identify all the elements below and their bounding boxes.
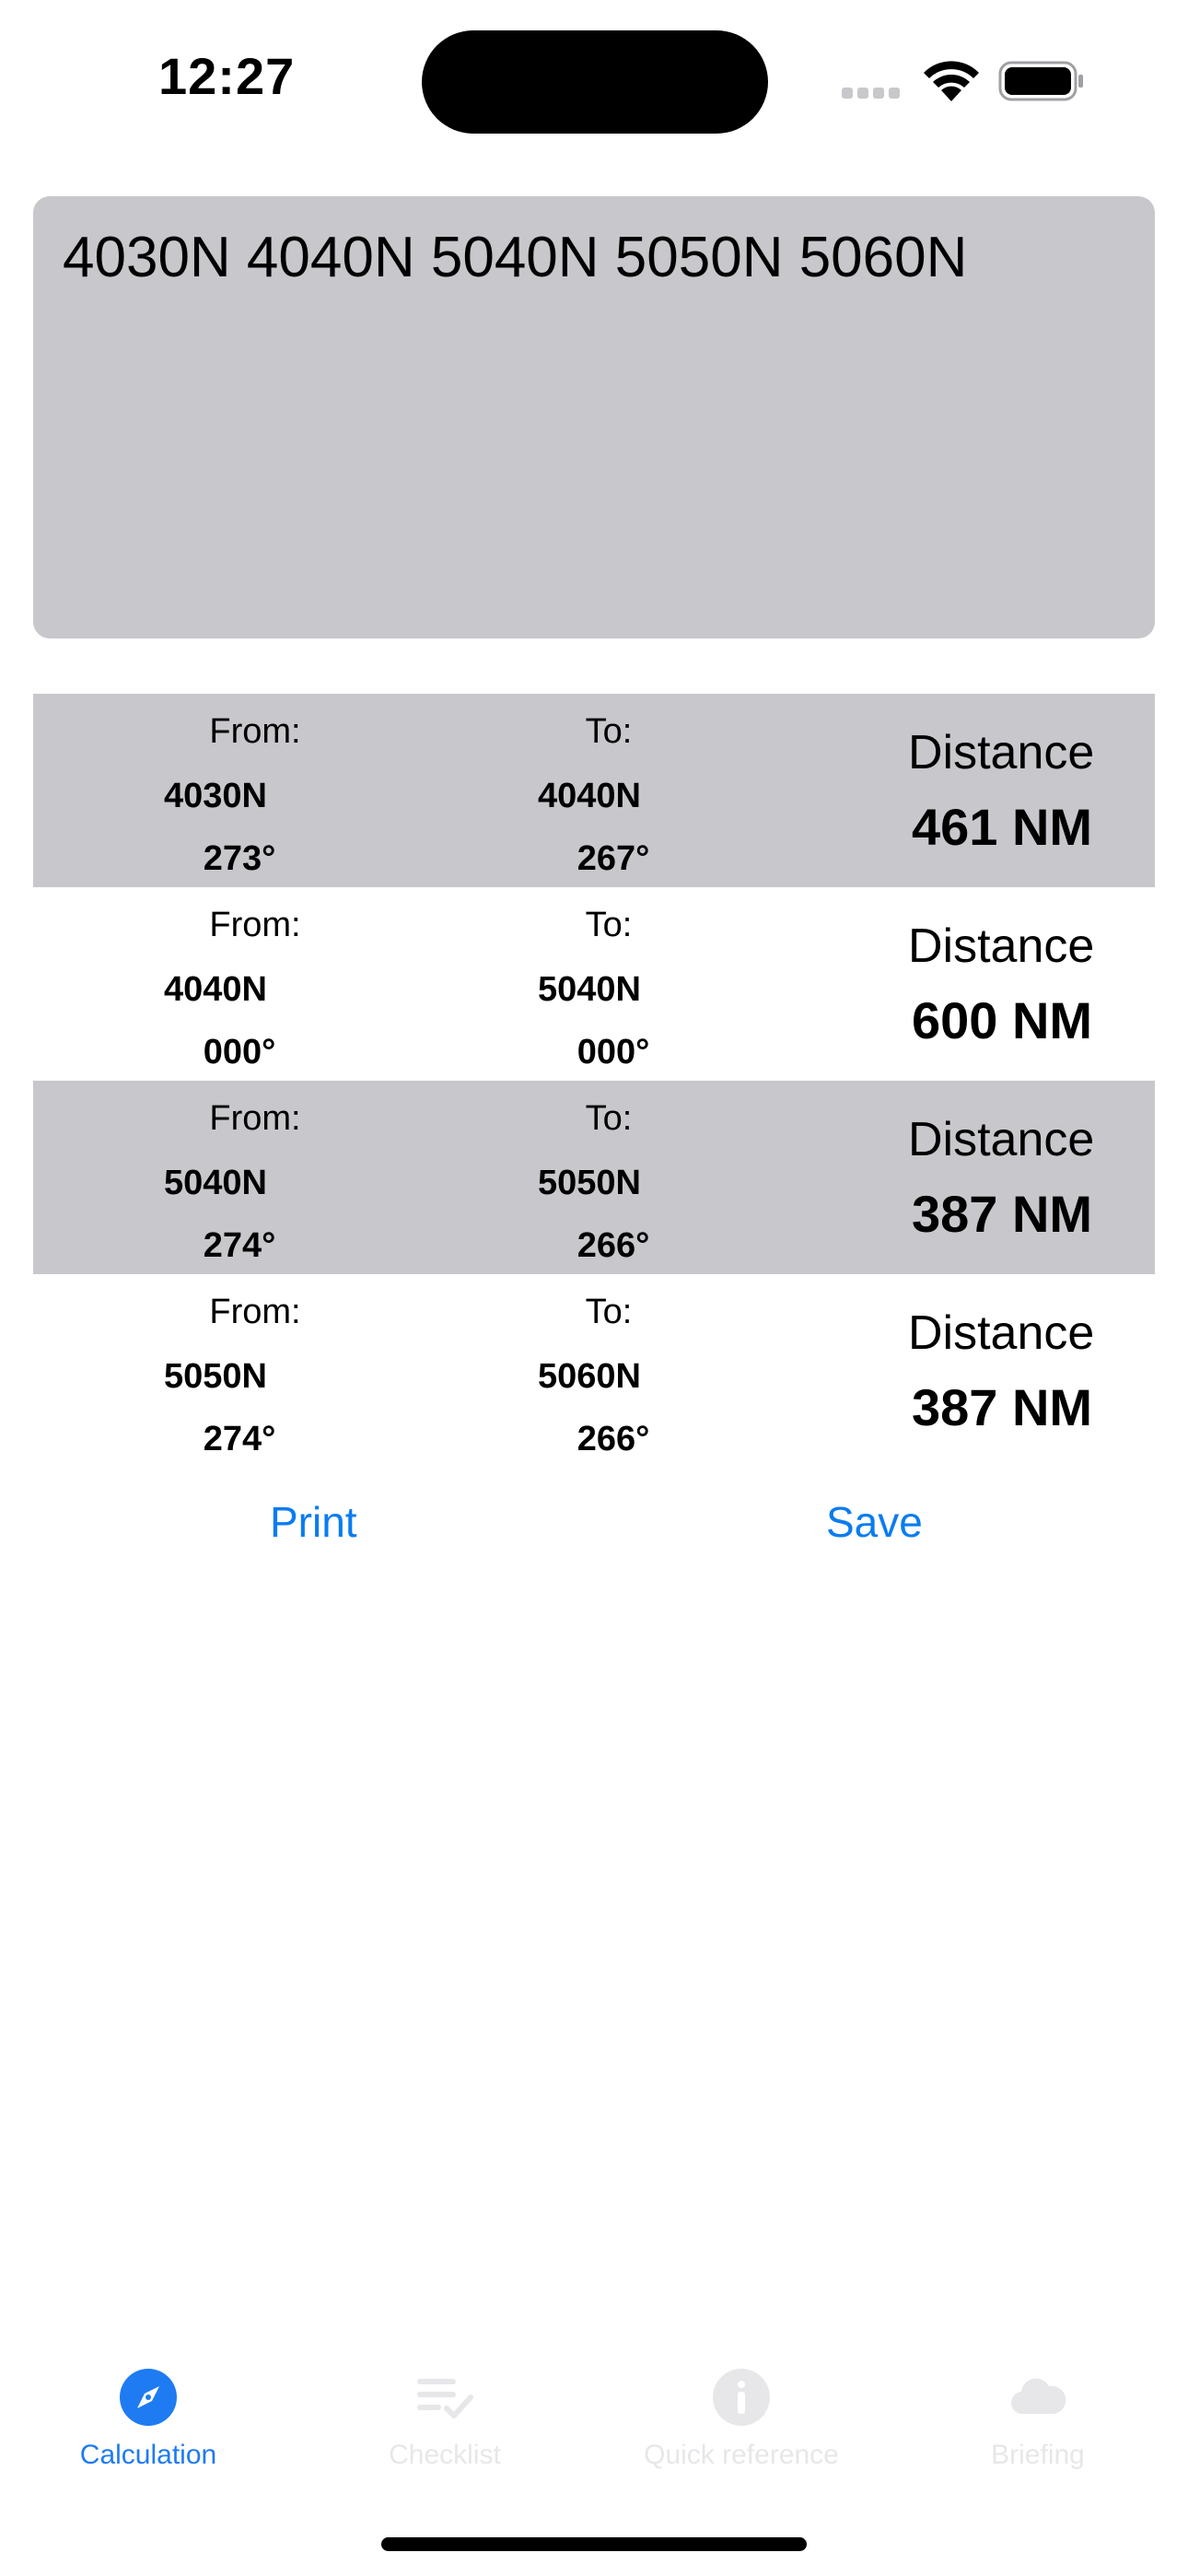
- from-label: From:: [209, 1099, 301, 1138]
- to-label: To:: [585, 1293, 633, 1331]
- leg-row: [33, 887, 1155, 1081]
- to-waypoint: 5050N: [538, 1164, 641, 1202]
- distance-value: 387 NM: [912, 1378, 1093, 1436]
- route-input[interactable]: [33, 196, 1155, 638]
- distance-label: Distance: [908, 1113, 1095, 1166]
- home-indicator[interactable]: [381, 2537, 807, 2551]
- from-waypoint: 4040N: [164, 970, 267, 1009]
- to-heading: 267°: [577, 839, 650, 878]
- status-bar: [0, 0, 1188, 157]
- dynamic-island: [422, 30, 768, 134]
- from-waypoint: 5040N: [164, 1164, 267, 1202]
- to-heading: 000°: [577, 1033, 650, 1071]
- save-button[interactable]: Save: [826, 1498, 923, 1546]
- to-waypoint: 4040N: [538, 777, 641, 815]
- to-waypoint: 5060N: [538, 1357, 641, 1396]
- to-waypoint: 5040N: [538, 970, 641, 1009]
- from-heading: 000°: [203, 1033, 276, 1071]
- legs-table: [33, 694, 1155, 1468]
- from-heading: 273°: [203, 839, 276, 878]
- from-heading: 274°: [203, 1420, 276, 1458]
- to-heading: 266°: [577, 1420, 650, 1458]
- tab-briefing[interactable]: [890, 2351, 1186, 2480]
- tab-calculation[interactable]: [0, 2351, 297, 2480]
- from-label: From:: [209, 906, 301, 944]
- from-waypoint: 5050N: [164, 1357, 267, 1396]
- tab-label: Quick reference: [644, 2440, 839, 2470]
- leg-row: [33, 1274, 1155, 1468]
- tab-label: Checklist: [389, 2440, 501, 2470]
- from-waypoint: 4030N: [164, 777, 267, 815]
- leg-row: [33, 1081, 1155, 1274]
- tab-checklist[interactable]: [297, 2351, 593, 2480]
- distance-value: 461 NM: [912, 798, 1093, 856]
- to-heading: 266°: [577, 1226, 650, 1265]
- checklist-icon: [413, 2366, 476, 2429]
- distance-value: 600 NM: [912, 991, 1093, 1049]
- distance-label: Distance: [908, 919, 1095, 973]
- distance-label: Distance: [908, 1306, 1095, 1360]
- from-label: From:: [209, 1293, 301, 1331]
- tab-label: Briefing: [991, 2440, 1085, 2470]
- to-label: To:: [585, 1099, 633, 1138]
- to-label: To:: [585, 712, 633, 751]
- from-heading: 274°: [203, 1226, 276, 1265]
- tab-bar: [0, 2351, 1188, 2480]
- to-label: To:: [585, 906, 633, 944]
- compass-icon: [117, 2366, 180, 2429]
- tab-label: Calculation: [79, 2440, 217, 2470]
- cloud-icon: [1007, 2366, 1069, 2429]
- tab-quick-reference[interactable]: [593, 2351, 890, 2480]
- route-text: 4030N 4040N 5040N 5050N 5060N: [63, 226, 968, 289]
- distance-label: Distance: [908, 726, 1095, 779]
- battery-icon: [998, 61, 1085, 101]
- cellular-signal-icon: [842, 87, 906, 98]
- info-icon: [710, 2366, 773, 2429]
- print-button[interactable]: Print: [270, 1498, 357, 1546]
- leg-row: [33, 694, 1155, 887]
- status-time: 12:27: [158, 47, 296, 105]
- wifi-icon: [921, 55, 982, 103]
- from-label: From:: [209, 712, 301, 751]
- distance-value: 387 NM: [912, 1185, 1093, 1243]
